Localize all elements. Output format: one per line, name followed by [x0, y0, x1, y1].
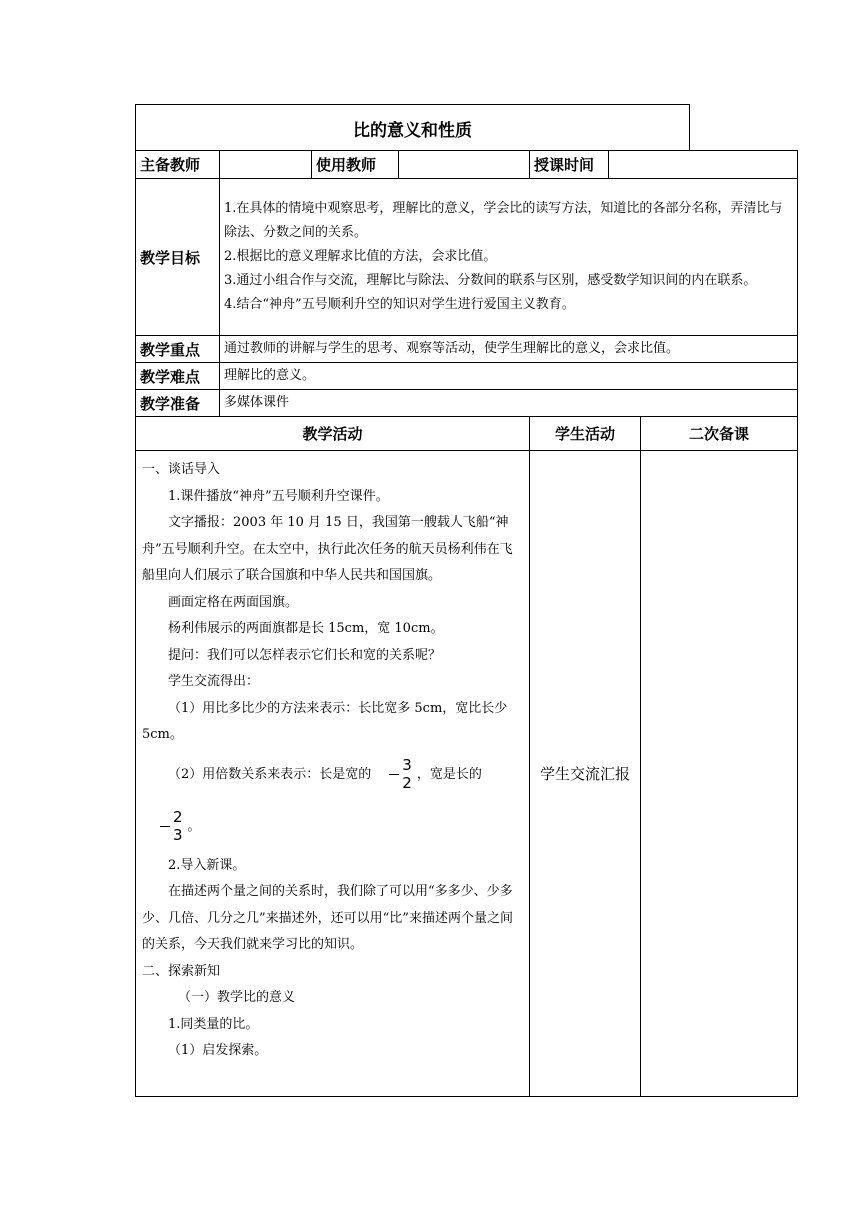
paragraph: （1）用比多比少的方法来表示：长比宽多 5cm，宽比长少 5cm。 — [142, 700, 508, 742]
fraction-three-halves — [374, 755, 414, 792]
class-time-label: 授课时间 — [530, 151, 609, 179]
difficulty-text: 理解比的意义。 — [220, 363, 798, 390]
paragraph: 杨利伟展示的两面旗都是长 15cm，宽 10cm。 — [168, 621, 444, 636]
goal-item: 1.在具体的情境中观察思考，理解比的意义，学会比的读写方法，知道比的各部分名称，弄清比与除法、分数之间的关系。 — [224, 201, 783, 240]
activity-row — [136, 451, 798, 1097]
fraction-bar — [389, 774, 399, 775]
paragraph: 1.同类量的比。 — [168, 1016, 259, 1032]
key-point-label: 教学重点 — [136, 336, 220, 363]
key-point-row — [136, 336, 798, 363]
prep-label: 教学准备 — [136, 390, 220, 417]
fraction-text-b: ，宽是长的 — [416, 766, 482, 782]
paragraph: 文字播报：2003 年 10 月 15 日，我国第一艘载人飞船“神舟”五号顺利升空。在太空中，执行此次任务的航天员杨利伟在飞船里向人们展示了联合国旗和中华人民共和国国旗。 — [142, 515, 513, 583]
goal-item: 3.通过小组合作与交流，理解比与除法、分数间的联系与区别，感受数学知识间的内在联系。 — [224, 273, 757, 288]
student-activity-content: 学生交流汇报 — [530, 451, 641, 1097]
fraction-bar — [160, 826, 170, 827]
student-activity-header: 学生活动 — [530, 417, 641, 451]
fraction-denominator: 2 — [402, 773, 412, 792]
fraction-numerator: 2 — [173, 807, 183, 826]
header-row — [136, 151, 798, 179]
prep-row — [136, 390, 798, 417]
class-time-value — [609, 151, 798, 179]
page-title: 比的意义和性质 — [353, 120, 472, 141]
goal-item: 2.根据比的意义理解求比值的方法，会求比值。 — [224, 249, 497, 264]
column-header-row — [136, 417, 798, 451]
paragraph: （1）启发探索。 — [168, 1043, 268, 1058]
main-teacher-label: 主备教师 — [136, 151, 220, 179]
fraction-text-c: 。 — [187, 818, 201, 834]
goals-label: 教学目标 — [136, 179, 220, 336]
difficulty-row — [136, 363, 798, 390]
goal-item: 4.结合“神舟”五号顺利升空的知识对学生进行爱国主义教育。 — [224, 297, 575, 312]
goals-row — [136, 179, 798, 336]
paragraph: 画面定格在两面国旗。 — [168, 594, 299, 610]
teaching-activity-header: 教学活动 — [136, 417, 530, 451]
teaching-activity-content — [136, 451, 530, 1097]
main-teacher-value — [220, 151, 312, 179]
title-box — [135, 104, 690, 151]
paragraph: 2.导入新课。 — [168, 857, 246, 873]
use-teacher-value — [399, 151, 530, 179]
paragraph: 1.课件播放“神舟”五号顺利升空课件。 — [168, 488, 389, 504]
lesson-plan-table — [135, 150, 798, 1097]
prep-text: 多媒体课件 — [220, 390, 798, 417]
fraction-text-a: （2）用倍数关系来表示：长是宽的 — [168, 766, 372, 782]
second-plan-header: 二次备课 — [641, 417, 798, 451]
paragraph: 提问：我们可以怎样表示它们长和宽的关系呢？ — [168, 647, 442, 663]
fraction-denominator: 3 — [173, 825, 183, 844]
fraction-two-thirds — [145, 807, 185, 844]
second-plan-content — [641, 451, 798, 1097]
paragraph: 在描述两个量之间的关系时，我们除了可以用“多多少、少多少、几倍、几分之几”来描述外，还可以用“比”来描述两个量之间的关系，今天我们就来学习比的知识。 — [142, 884, 513, 952]
paragraph-fractions — [142, 749, 523, 853]
paragraph: 学生交流得出： — [168, 674, 260, 689]
key-point-text: 通过教师的讲解与学生的思考、观察等活动，使学生理解比的意义，会求比值。 — [220, 336, 798, 363]
subsection-heading: （一）教学比的意义 — [178, 990, 296, 1005]
section-heading: 一、谈话导入 — [142, 462, 221, 477]
difficulty-label: 教学难点 — [136, 363, 220, 390]
section-heading: 二、探索新知 — [142, 963, 221, 979]
goals-content — [220, 179, 798, 336]
use-teacher-label: 使用教师 — [312, 151, 399, 179]
fraction-numerator: 3 — [402, 755, 412, 774]
